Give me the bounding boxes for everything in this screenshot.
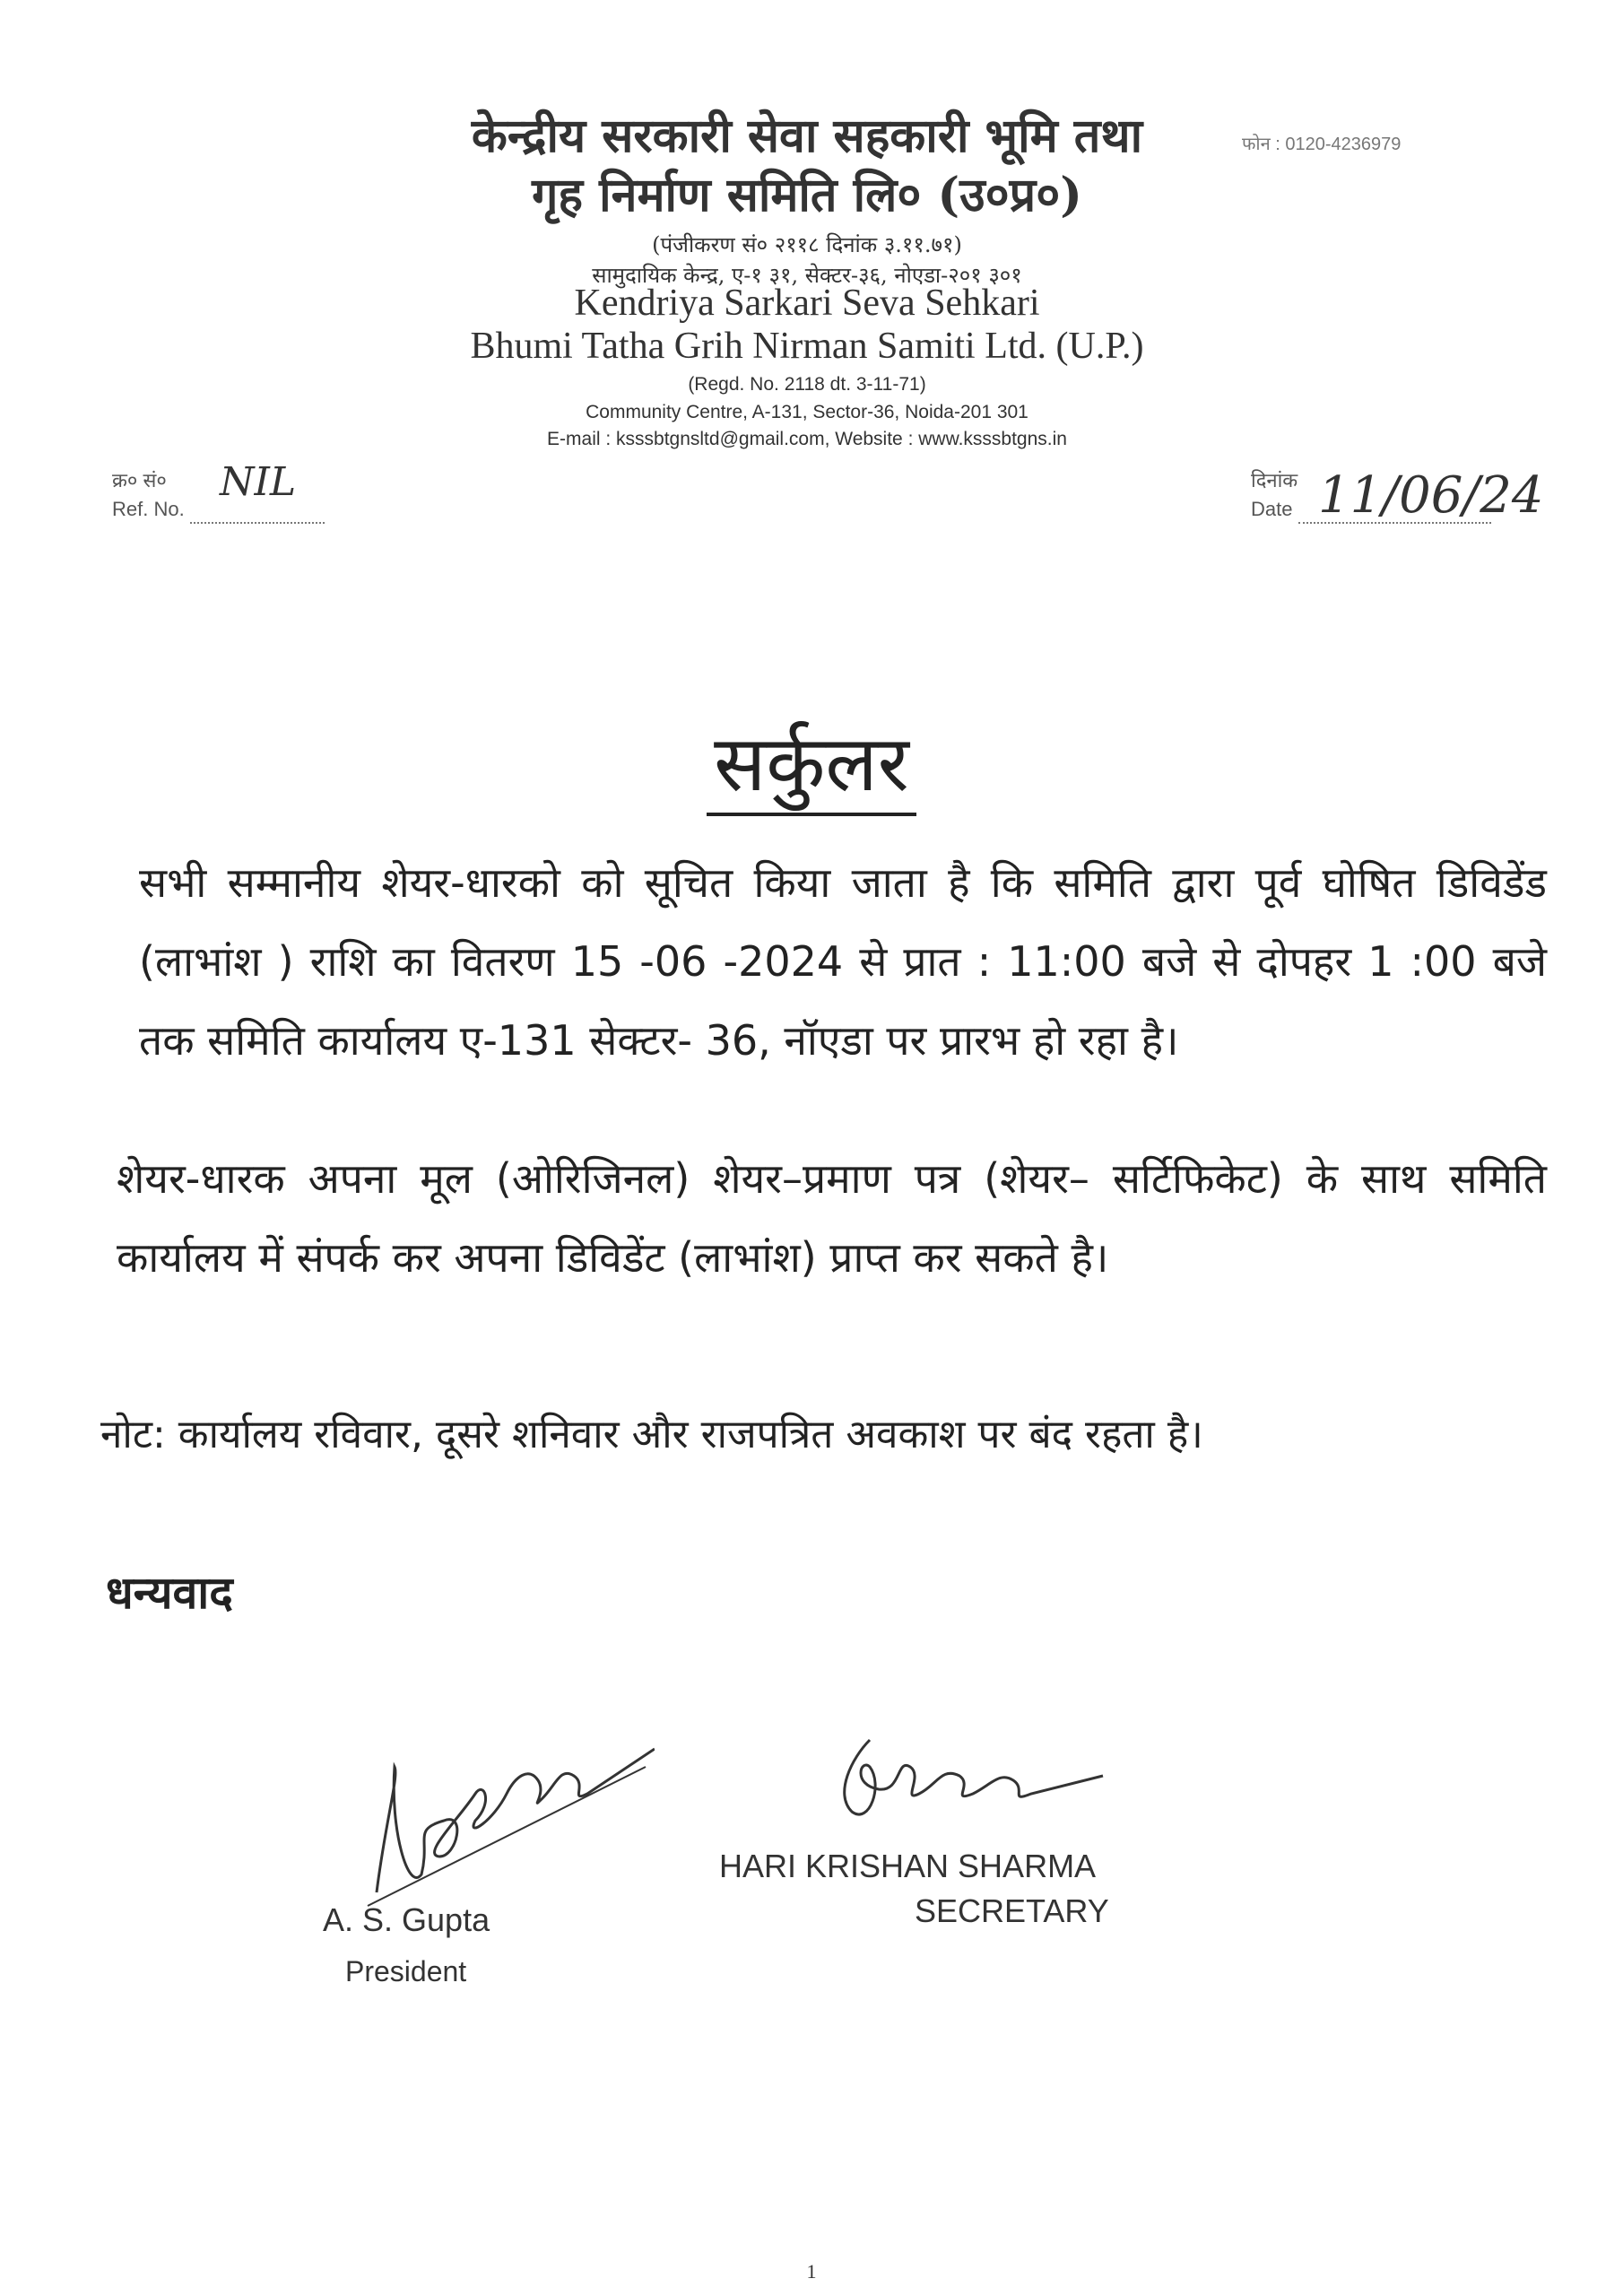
closing-thanks: धन्यवाद [106, 1567, 233, 1619]
secretary-title: SECRETARY [915, 1892, 1109, 1929]
date-label-english-text: Date [1251, 498, 1293, 520]
date-label-hindi: दिनांक [1251, 469, 1298, 491]
letterhead-english-registration: (Regd. No. 2118 dt. 3-11-71) [688, 374, 926, 395]
secretary-signature [816, 1722, 1112, 1839]
letterhead-phone: फोन : 0120-4236979 [1242, 135, 1402, 154]
page-number: 1 [806, 2260, 817, 2283]
letterhead-hindi-name-line2: गृह निर्माण समिति लि० (उ०प्र०) [532, 168, 1082, 222]
body-note: नोट: कार्यालय रविवार, दूसरे शनिवार और राजपत्रित अवकाश पर बंद रहता है। [100, 1412, 1203, 1457]
body-paragraph-1: सभी सम्मानीय शेयर-धारको को सूचित किया जाता है कि समिति द्वारा पूर्व घोषित डिविडेंड (लाभांश ) राशि का वितरण 15 -06 -2024 से प्रात : 11:00 बजे से दोपहर 1 :00 बजे तक समिति कार्यालय ए-131 सेक्टर- 36, नॉएडा पर प्रारभ हो रहा है। [139, 858, 1547, 1065]
secretary-name: HARI KRISHAN SHARMA [719, 1848, 1097, 1884]
date-value-handwritten: 11/06/24 [1318, 466, 1544, 525]
president-name: A. S. Gupta [323, 1901, 490, 1938]
letterhead-hindi-name-line1: केन्द्रीय सरकारी सेवा सहकारी भूमि तथा [471, 109, 1143, 163]
letterhead-english-name-line2: Bhumi Tatha Grih Nirman Samiti Ltd. (U.P.) [470, 326, 1144, 367]
body-paragraph-2: शेयर-धारक अपना मूल (ओरिजिनल) शेयर–प्रमाण पत्र (शेयर– सर्टिफिकेट) के साथ समिति कार्यालय में संपर्क कर अपना डिविडेंट (लाभांश) प्राप्त कर सकते है। [117, 1154, 1547, 1282]
letterhead-hindi-registration: (पंजीकरण सं० २११८ दिनांक ३.११.७१) [652, 232, 962, 257]
letterhead-english-address: Community Centre, A-131, Sector-36, Noida-201 301 [586, 402, 1028, 422]
circular-title-text: सर्कुलर [707, 719, 916, 816]
reference-value-handwritten: NIL [220, 459, 297, 505]
letterhead-contact: E-mail : ksssbtgnsltd@gmail.com, Website : www.ksssbtgns.in [547, 429, 1067, 449]
reference-label-english-text: Ref. No. [112, 498, 185, 520]
letterhead-hindi-address: सामुदायिक केन्द्र, ए-१ ३१, सेक्टर-३६, नोएडा-२०१ ३०१ [592, 263, 1022, 288]
president-signature [359, 1713, 655, 1919]
circular-title [0, 709, 1623, 813]
letterhead-english-name-line1: Kendriya Sarkari Seva Sehkari [574, 283, 1040, 324]
reference-label-hindi: क्र० सं० [112, 469, 167, 491]
president-title: President [345, 1955, 467, 1987]
